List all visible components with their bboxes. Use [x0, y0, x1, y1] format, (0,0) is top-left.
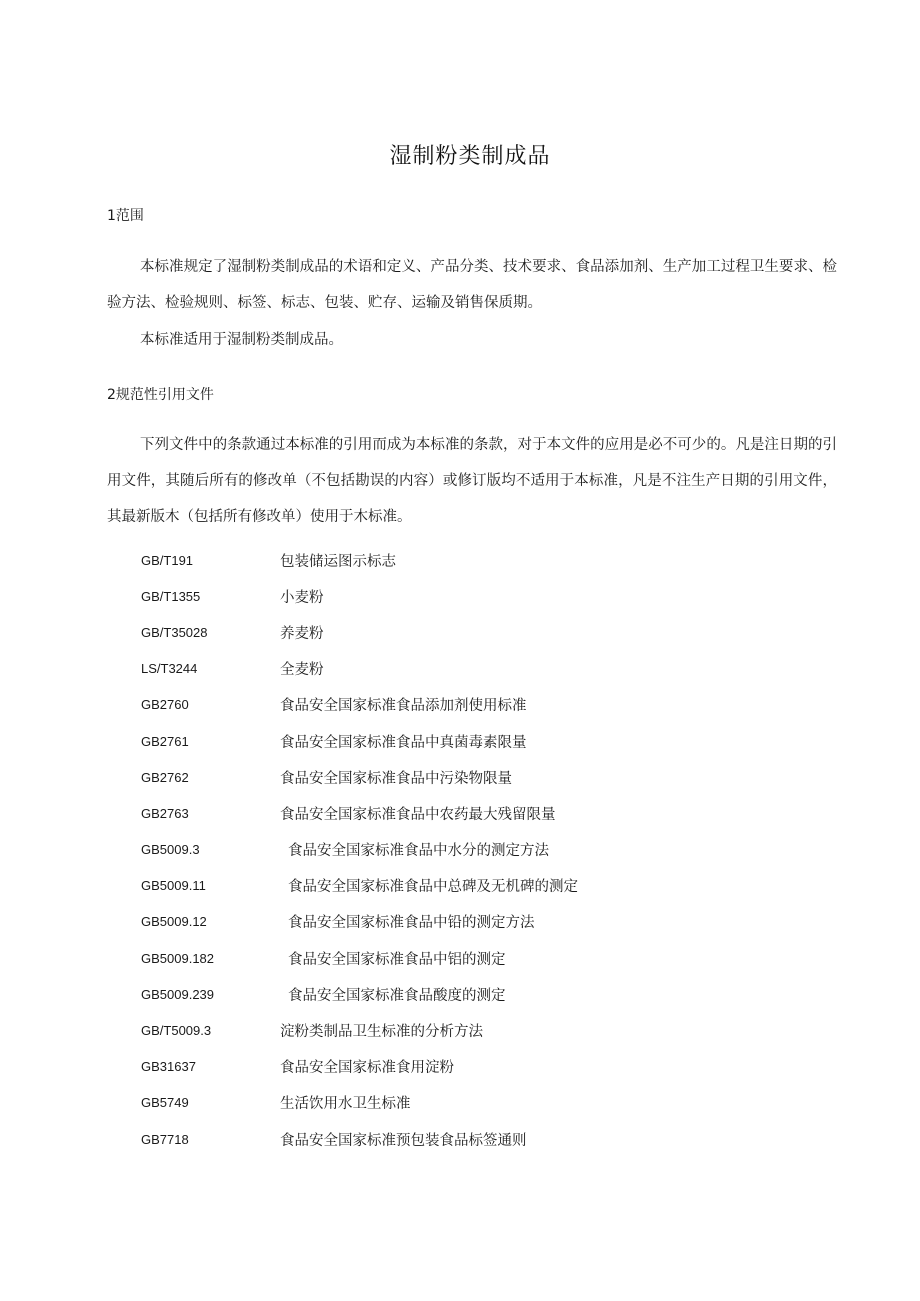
reference-code: GB5009.182 — [141, 950, 215, 966]
reference-title: 食品安全国家标准食品中真菌毒素限量 — [280, 734, 527, 751]
reference-list — [141, 542, 841, 1157]
reference-title: 生活饮用水卫生标准 — [280, 1096, 411, 1113]
reference-title: 食品安全国家标准食品中铅的测定方法 — [288, 915, 535, 932]
reference-code: GB/T191 — [141, 552, 194, 568]
reference-title: 包装储运图示标志 — [280, 553, 396, 570]
reference-item — [141, 976, 841, 1012]
references-intro-paragraph: 下列文件中的条款通过本标准的引用而成为本标准的条款，对于本文件的应用是必不可少的。凡是注日期的引用文件，其随后所有的修改单（不包括勘误的内容）或修订版均不适用于本标准，凡是不注生产日期的引用文件，其最新版木（包括所有修改单）使用于木标准。 — [107, 437, 837, 525]
reference-code: GB5009.239 — [141, 986, 215, 1002]
document-title: 湿制粉类制成品 — [389, 144, 551, 169]
reference-item — [141, 614, 841, 650]
reference-item — [141, 723, 841, 759]
reference-code: GB/T1355 — [141, 588, 201, 604]
scope-paragraph-2: 本标准适用于湿制粉类制成品。 — [140, 332, 343, 348]
reference-title: 食品安全国家标准食品中水分的测定方法 — [288, 843, 549, 860]
reference-code: GB5009.12 — [141, 914, 207, 930]
reference-code: GB2760 — [141, 697, 189, 713]
reference-item — [141, 904, 841, 940]
reference-item — [141, 868, 841, 904]
reference-title: 食品安全国家标准食品中总碑及无机碑的测定 — [288, 879, 578, 896]
reference-code: GB7718 — [141, 1131, 189, 1147]
reference-title: 全麦粉 — [280, 662, 324, 679]
reference-code: GB31637 — [141, 1059, 196, 1075]
reference-title: 小麦粉 — [280, 589, 324, 606]
reference-title: 食品安全国家标准食品中农药最大残留限量 — [280, 806, 556, 823]
reference-code: GB5749 — [141, 1095, 189, 1111]
section-heading-scope: 1范围 — [107, 208, 144, 224]
reference-code: GB/T35028 — [141, 624, 208, 640]
reference-title: 淀粉类制品卫生标准的分析方法 — [280, 1024, 483, 1041]
reference-code: GB/T5009.3 — [141, 1023, 212, 1039]
reference-item — [141, 1012, 841, 1048]
reference-item — [141, 1049, 841, 1085]
reference-title: 食品安全国家标准食品酸度的测定 — [288, 987, 506, 1004]
reference-item — [141, 542, 841, 578]
reference-item — [141, 651, 841, 687]
reference-title: 食品安全国家标准预包装食品标签通则 — [280, 1132, 527, 1149]
reference-item — [141, 832, 841, 868]
reference-title: 养麦粉 — [280, 625, 324, 642]
reference-title: 食品安全国家标准食品中铝的测定 — [288, 951, 506, 968]
reference-code: LS/T3244 — [141, 661, 198, 677]
reference-title: 食品安全国家标准食品添加剂使用标准 — [280, 698, 527, 715]
scope-paragraph-1: 本标准规定了湿制粉类制成品的术语和定义、产品分类、技术要求、食品添加剂、生产加工过程卫生要求、检验方法、检验规则、标签、标志、包装、贮存、运输及销售保质期。 — [107, 259, 837, 311]
reference-item — [141, 687, 841, 723]
reference-item — [141, 940, 841, 976]
reference-item — [141, 578, 841, 614]
reference-item — [141, 1121, 841, 1157]
reference-code: GB5009.3 — [141, 842, 200, 858]
reference-title: 食品安全国家标准食品中污染物限量 — [280, 770, 512, 787]
section-heading-normative-references: 2规范性引用文件 — [107, 387, 214, 403]
reference-code: GB2763 — [141, 805, 189, 821]
reference-code: GB2761 — [141, 733, 189, 749]
reference-title: 食品安全国家标准食用淀粉 — [280, 1060, 454, 1077]
reference-item — [141, 1085, 841, 1121]
reference-item — [141, 759, 841, 795]
reference-code: GB2762 — [141, 769, 189, 785]
reference-code: GB5009.11 — [141, 878, 206, 894]
reference-item — [141, 795, 841, 831]
